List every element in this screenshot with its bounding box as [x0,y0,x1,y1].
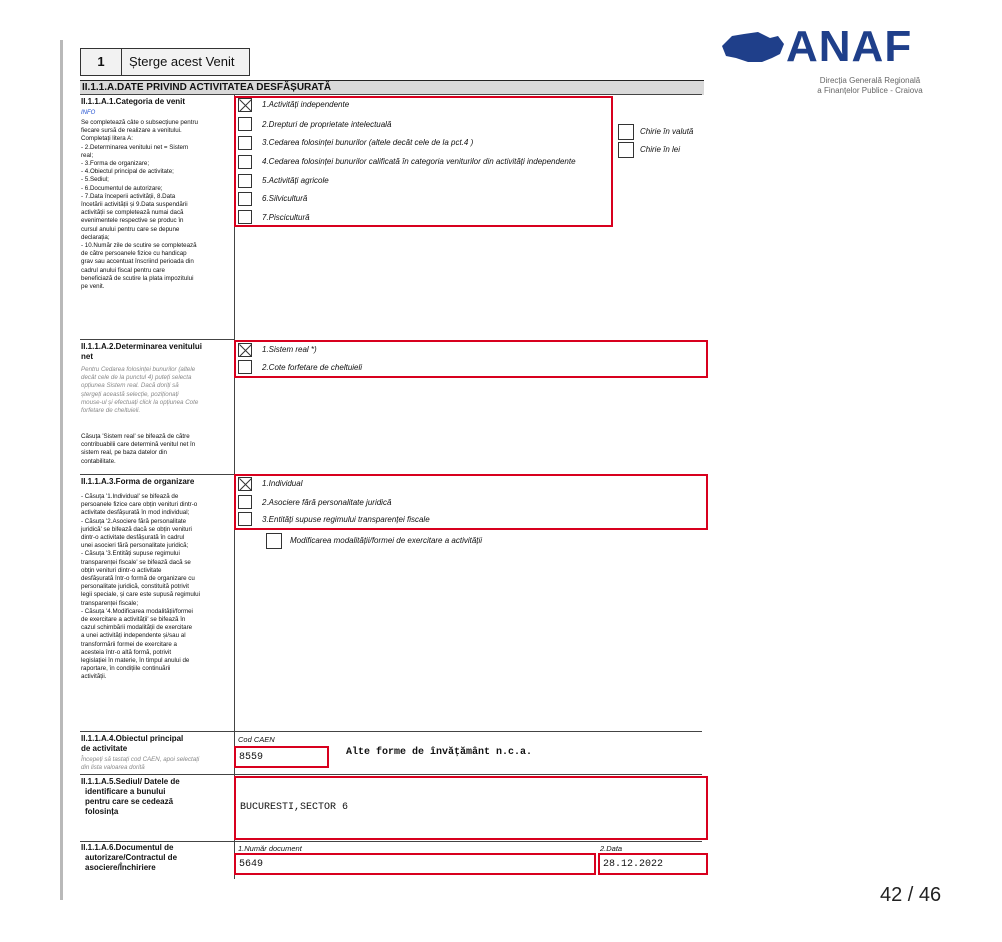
category-checkbox-2[interactable] [238,117,252,131]
category-checkbox-6[interactable] [238,192,252,206]
row-divider [80,731,702,732]
doc-number-input[interactable]: 5649 [234,853,596,875]
doc-date-label: 2.Data [600,844,623,853]
category-option-2: 2.Drepturi de proprietate intelectuală [262,120,392,129]
anaf-subtitle: Direcția Generală Regională a Finanțelor Publice - Craiova [817,76,923,95]
org-label: II.1.1.A.3.Forma de organizare [81,477,195,486]
modificarea-checkbox[interactable] [266,533,282,549]
net-option-2: 2.Cote forfetare de cheltuieli [262,363,363,372]
section-title: II.1.1.A.DATE PRIVIND ACTIVITATEA DESFĂȘURATĂ [80,80,704,95]
left-border [60,40,63,900]
romania-map-icon [718,28,788,68]
row-divider [80,339,235,340]
category-checkbox-5[interactable] [238,174,252,188]
caen-input[interactable]: 8559 [234,746,329,768]
caen-label: Cod CAEN [238,735,275,744]
seat-label: II.1.1.A.5.Sediul/ Datele de identificare a bunului pentru care se cedează folosința [81,777,180,816]
row-divider [80,774,702,775]
row-divider [80,94,702,95]
category-label: II.1.1.A.1.Categoria de venit [81,97,186,106]
net-help: Căsuța 'Sistem real' se bifează de către contribuabilii care determină venitul net în sistem real, pe baza datelor din contabilitate. [81,433,196,465]
org-option-3: 3.Entități supuse regimului transparenței fiscale [262,515,430,524]
org-option-2: 2.Asociere fără personalitate juridică [262,498,392,507]
org-checkbox-2[interactable] [238,495,252,509]
seat-input[interactable]: BUCURESTI,SECTOR 6 [234,776,708,840]
page-indicator: 42 / 46 [880,884,942,906]
chirie-lei-checkbox[interactable] [618,142,634,158]
net-option-1: 1.Sistem real *) [262,345,317,354]
org-help: - Căsuța '1.Individual' se bifează de persoanele fizice care obțin venituri dintr-o activitate desfășurată în mod individual; - Căsuța '2.Asociere fără personalitate juridică' se bifează dacă se obțin venituri dintr-o activitate desfășurată în cadrul unei asocieri fără personalitate juridică; - Căsuța '3.Entități supuse regimului transparenței fiscale' se bifează dacă se obțin venituri dintr-o activitate desfășurată într-o formă de organizare cu personalitate juridică, constituită potrivit legii speciale, și care este supusă regimului transparenței fiscale; - Căsuța '4.Modificarea modalității/formei de exercitare a activității' se bifează în cazul schimbării modalității de exercitare a unei activități independente și/sau al transformării formei de exercitare a acesteia într-o altă formă, potrivit legislației în materie, în timpul anului de raportare, în condițiile continuării activității. [81,493,200,681]
doc-label: II.1.1.A.6.Documentul de autorizare/Contractul de asociere/Închiriere [81,843,178,872]
net-label: II.1.1.A.2.Determinarea venitului net [81,342,202,361]
doc-date-input[interactable]: 28.12.2022 [598,853,708,875]
info-link[interactable]: INFO [81,110,96,116]
chirie-valuta-checkbox[interactable] [618,124,634,140]
anaf-logo [718,22,968,74]
category-checkbox-7[interactable] [238,210,252,224]
category-checkbox-1[interactable] [238,98,252,112]
income-index: 1 [81,49,122,75]
income-tab-header [80,48,250,76]
category-option-7: 7.Piscicultură [262,213,310,222]
category-option-6: 6.Silvicultură [262,194,308,203]
chirie-valuta-label: Chirie în valută [640,127,694,136]
row-divider [80,474,235,475]
object-label: II.1.1.A.4.Obiectul principal de activitate [81,734,184,753]
org-option-1: 1.Individual [262,479,303,488]
category-option-3: 3.Cedarea folosinței bunurilor (altele decât cele de la pct.4 ) [262,138,474,147]
category-option-1: 1.Activități independente [262,100,350,109]
category-checkbox-3[interactable] [238,136,252,150]
chirie-lei-label: Chirie în lei [640,145,681,154]
net-gray-help: Pentru Cedarea folosinței bunurilor (altele decât cele de la punctul 4) puteți selecta opțiunea Sistem real. Dacă doriți să ștergeți această selecție, poziționați mouse-ul și efectuați click la opțiunea Cote forfetare de cheltuieli. [81,366,199,415]
category-option-5: 5.Activități agricole [262,176,329,185]
org-checkbox-3[interactable] [238,512,252,526]
delete-income-button[interactable]: Șterge acest Venit [129,54,235,69]
caen-description: Alte forme de învățământ n.c.a. [346,747,533,758]
org-checkbox-1[interactable] [238,477,252,491]
category-checkbox-4[interactable] [238,155,252,169]
category-option-4: 4.Cedarea folosinței bunurilor calificată în categoria veniturilor din activități independente [262,157,576,166]
anaf-brand: ANAF [786,22,913,71]
category-help: Se completează câte o subsecțiune pentru fiecare sursă de realizare a venitului. Completați litera A: - 2.Determinarea venitului net = Sistem real; - 3.Forma de organizare; - 4.Obiectul principal de activitate; - 5.Sediul; - 6.Documentul de autorizare; - 7.Data începerii activității, 8.Data încetării activității și 9.Data suspendării activității se completează numai dacă evenimentele respective se produc în cursul anului pentru care se depune declarația; - 10.Număr zile de scutire se completează de către persoanele fizice cu handicap grav sau accentuat înscriind perioada din cadrul anului fiscal pentru care beneficiază de scutire la plata impozitului pe venit. [81,119,198,291]
modificarea-label: Modificarea modalității/formei de exercitare a activității [290,536,483,545]
net-checkbox-1[interactable] [238,343,252,357]
row-divider [80,841,702,842]
doc-number-label: 1.Număr document [238,844,302,853]
object-gray-help: Începeți să tastați cod CAEN, apoi selectați din lista valoarea dorită [81,756,200,772]
net-checkbox-2[interactable] [238,360,252,374]
